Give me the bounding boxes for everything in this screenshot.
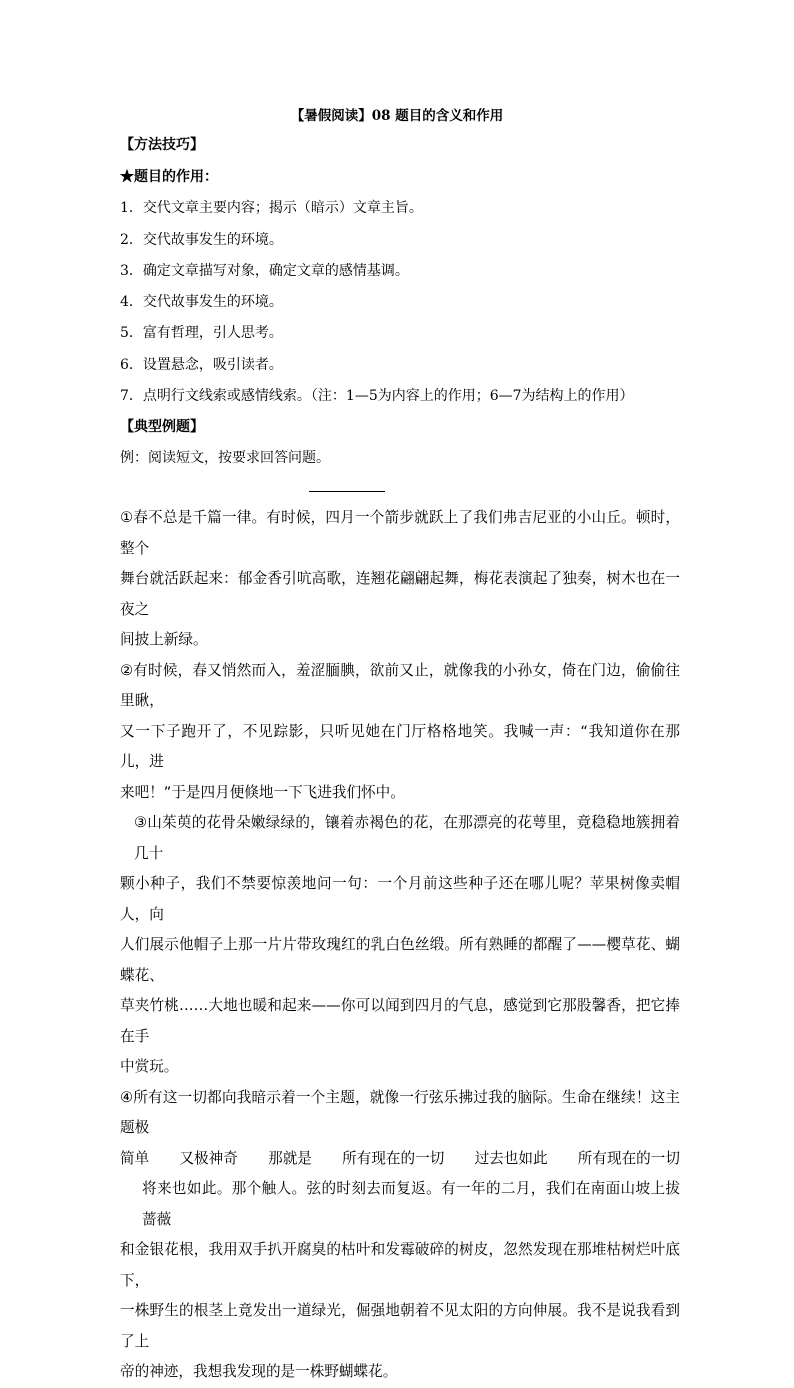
passage-line: 将来也如此。那个触人。弦的时刻去而复返。有一年的二月，我们在南面山坡上拔蔷薇 — [142, 1180, 680, 1228]
passage-line: 来吧！”于是四月便倏地一下飞进我们怀中。 — [120, 783, 405, 801]
passage-line: 人们展示他帽子上那一片片带玫瑰红的乳白色丝缎。所有熟睡的都醒了——樱草花、蝴蝶花、 — [120, 936, 680, 984]
role-item: 7．点明行文线索或感情线索。（注：1—5为内容上的作用；6—7为结构上的作用） — [120, 388, 634, 404]
gapped-phrase: 所有现在的一切 — [342, 1149, 445, 1167]
example-header: 【典型例题】 — [120, 419, 204, 435]
passage-line: 颗小种子，我们不禁要惊羡地问一句：一个月前这些种子还在哪儿呢？苹果树像卖帽人，向 — [120, 875, 680, 923]
method-header: 【方法技巧】 — [120, 137, 204, 153]
passage-line: 和金银花根，我用双手扒开腐臭的枯叶和发霉破碎的树皮，忽然发现在那堆枯树烂叶底下， — [120, 1241, 680, 1289]
role-item: 3．确定文章描写对象，确定文章的感情基调。 — [120, 263, 409, 279]
passage-line: ④所有这一切都向我暗示着一个主题，就像一行弦乐拂过我的脑际。生命在继续！这主题极 — [120, 1088, 680, 1136]
passage-line: 一株野生的根茎上竟发出一道绿光，倔强地朝着不见太阳的方向伸展。我不是说我看到了上 — [120, 1302, 680, 1350]
passage-line: 间披上新绿。 — [120, 631, 208, 648]
passage — [120, 503, 680, 1388]
passage-line: 中赏玩。 — [120, 1058, 179, 1075]
role-item: 4．交代故事发生的环境。 — [120, 294, 283, 310]
passage-line: ①春不总是千篇一律。有时候，四月一个箭步就跃上了我们弗吉尼亚的小山丘。顿时，整个 — [120, 509, 680, 557]
gapped-phrase: 简单 — [120, 1149, 150, 1167]
passage-line: 草夹竹桃……大地也暖和起来——你可以闻到四月的气息，感觉到它那股馨香，把它捧在手 — [120, 997, 680, 1045]
page-title: 【暑假阅读】08 题目的含义和作用 — [290, 108, 504, 124]
passage-line: ②有时候，春又悄然而入，羞涩腼腆，欲前又止，就像我的小孙女，倚在门边，偷偷往里瞅， — [120, 661, 680, 709]
passage-line: 又一下子跑开了，不见踪影，只听见她在门厅格格地笑。我喊一声：“我知道你在那儿，进 — [120, 722, 680, 770]
title-blank-line — [309, 491, 385, 492]
passage-line: 舞台就活跃起来：郁金香引吭高歌，连翘花翩翩起舞，梅花表演起了独奏，树木也在一夜之 — [120, 570, 680, 618]
passage-gapped-line — [120, 1144, 680, 1175]
gapped-phrase: 过去也如此 — [474, 1149, 548, 1167]
role-item: 2．交代故事发生的环境。 — [120, 232, 283, 248]
passage-line: 帝的神迹，我想我发现的是一株野蝴蝶花。 — [120, 1363, 398, 1380]
gapped-phrase: 那就是 — [268, 1149, 312, 1167]
gapped-phrase: 所有现在的一切 — [577, 1149, 680, 1167]
gapped-phrase: 又极神奇 — [179, 1149, 238, 1167]
role-header: ★题目的作用： — [120, 169, 218, 185]
role-item: 1．交代文章主要内容；揭示（暗示）文章主旨。 — [120, 200, 423, 216]
role-item: 5．富有哲理，引人思考。 — [120, 325, 283, 341]
passage-line: ③山茱萸的花骨朵嫩绿绿的，镶着赤褐色的花，在那漂亮的花萼里，竟稳稳地簇拥着几十 — [134, 814, 680, 862]
example-intro: 例：阅读短文，按要求回答问题。 — [120, 450, 330, 466]
role-item: 6．设置悬念，吸引读者。 — [120, 357, 283, 373]
